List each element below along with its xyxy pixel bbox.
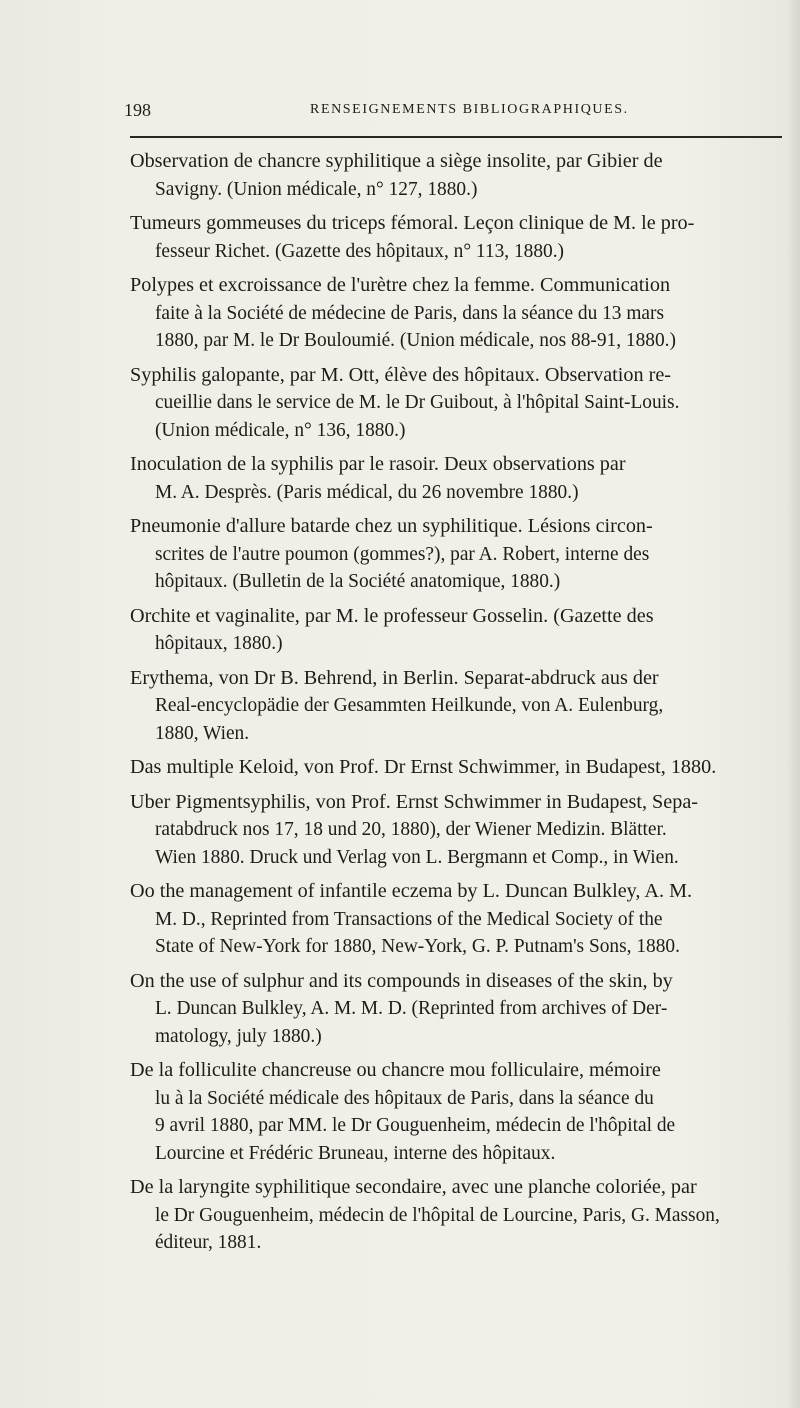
bibliography-entry xyxy=(130,362,780,445)
entry-line: Observation de chancre syphilitique a siège insolite, par Gibier de xyxy=(130,150,663,172)
entry-line: éditeur, 1881. xyxy=(154,1231,262,1253)
entry-line: hôpitaux. (Bulletin de la Société anatomique, 1880.) xyxy=(154,570,561,592)
entry-line: scrites de l'autre poumon (gommes?), par A. Robert, interne des xyxy=(154,542,650,565)
entry-line: hôpitaux, 1880.) xyxy=(154,632,283,654)
header-rule xyxy=(130,136,782,138)
entry-line: Syphilis galopante, par M. Ott, élève des hôpitaux. Observation re- xyxy=(130,363,672,386)
bibliography-entry xyxy=(130,878,780,961)
entry-line: Real-encyclopädie der Gesammten Heilkunde, von A. Eulenburg, xyxy=(154,694,664,716)
bibliography-entry xyxy=(130,603,780,658)
bibliography-entry xyxy=(130,513,780,596)
page-number: 198 xyxy=(124,100,151,120)
entry-line: matology, july 1880.) xyxy=(154,1024,322,1047)
entry-line: 1880, Wien. xyxy=(154,721,250,744)
entry-line: le Dr Gouguenheim, médecin de l'hôpital de Lourcine, Paris, G. Masson, xyxy=(154,1203,720,1226)
entry-line: Inoculation de la syphilis par le rasoir. Deux observations par xyxy=(130,453,626,475)
bibliography-entry xyxy=(130,665,780,748)
entry-line: Wien 1880. Druck und Verlag von L. Bergmann et Comp., in Wien. xyxy=(154,845,679,868)
entry-line: M. D., Reprinted from Transactions of the Medical Society of the xyxy=(154,907,663,930)
bibliography-entry xyxy=(130,148,780,203)
entry-line: 1880, par M. le Dr Bouloumié. (Union médicale, nos 88-91, 1880.) xyxy=(154,329,676,351)
bibliography-entry xyxy=(130,451,780,506)
entry-line: Savigny. (Union médicale, n° 127, 1880.) xyxy=(154,177,478,200)
bibliography-entry xyxy=(130,968,780,1051)
entry-line: L. Duncan Bulkley, A. M. M. D. (Reprinted from archives of Der- xyxy=(154,997,668,1019)
entry-line: On the use of sulphur and its compounds in diseases of the skin, by xyxy=(130,969,673,992)
entry-line: Pneumonie d'allure batarde chez un syphilitique. Lésions circon- xyxy=(130,515,653,537)
entry-line: M. A. Desprès. (Paris médical, du 26 novembre 1880.) xyxy=(154,480,579,503)
entry-line: De la folliculite chancreuse ou chancre mou folliculaire, mémoire xyxy=(130,1059,661,1081)
entry-line: State of New-York for 1880, New-York, G. P. Putnam's Sons, 1880. xyxy=(154,935,680,957)
entry-line: Tumeurs gommeuses du triceps fémoral. Leçon clinique de M. le pro- xyxy=(130,212,695,234)
entry-line: Erythema, von Dr B. Behrend, in Berlin. Separat-abdruck aus der xyxy=(130,666,659,689)
entry-line: ratabdruck nos 17, 18 und 20, 1880), der Wiener Medizin. Blätter. xyxy=(154,818,667,840)
entry-line: De la laryngite syphilitique secondaire, avec une planche coloriée, par xyxy=(130,1176,697,1198)
page-edge-shadow xyxy=(786,0,800,1408)
bibliography-entry xyxy=(130,1057,780,1167)
bibliography-entry xyxy=(130,210,780,265)
bibliography-list xyxy=(130,148,780,1264)
entry-line: fesseur Richet. (Gazette des hôpitaux, n° 113, 1880.) xyxy=(154,239,565,262)
bibliography-entry xyxy=(130,1174,780,1257)
entry-line: Polypes et excroissance de l'urètre chez la femme. Communication xyxy=(130,274,671,296)
running-title: RENSEIGNEMENTS BIBLIOGRAPHIQUES. xyxy=(310,102,629,117)
entry-line: faite à la Société de médecine de Paris, dans la séance du 13 mars xyxy=(154,301,665,324)
entry-line: cueillie dans le service de M. le Dr Guibout, à l'hôpital Saint-Louis. xyxy=(154,391,680,413)
entry-line: Orchite et vaginalite, par M. le professeur Gosselin. (Gazette des xyxy=(130,604,654,627)
entry-line: Lourcine et Frédéric Bruneau, interne des hôpitaux. xyxy=(154,1141,556,1164)
bibliography-entry xyxy=(130,272,780,355)
bibliography-entry xyxy=(130,789,780,872)
entry-line: Oo the management of infantile eczema by L. Duncan Bulkley, A. M. xyxy=(130,880,693,902)
entry-line: 9 avril 1880, par MM. le Dr Gouguenheim, médecin de l'hôpital de xyxy=(154,1114,676,1136)
bibliography-entry xyxy=(130,754,780,782)
entry-line: (Union médicale, n° 136, 1880.) xyxy=(154,418,406,441)
entry-line: Uber Pigmentsyphilis, von Prof. Ernst Schwimmer in Budapest, Sepa- xyxy=(130,790,699,813)
page-header xyxy=(116,100,782,124)
entry-line: Das multiple Keloid, von Prof. Dr Ernst Schwimmer, in Budapest, 1880. xyxy=(130,756,717,778)
entry-line: lu à la Société médicale des hôpitaux de Paris, dans la séance du xyxy=(154,1086,654,1109)
